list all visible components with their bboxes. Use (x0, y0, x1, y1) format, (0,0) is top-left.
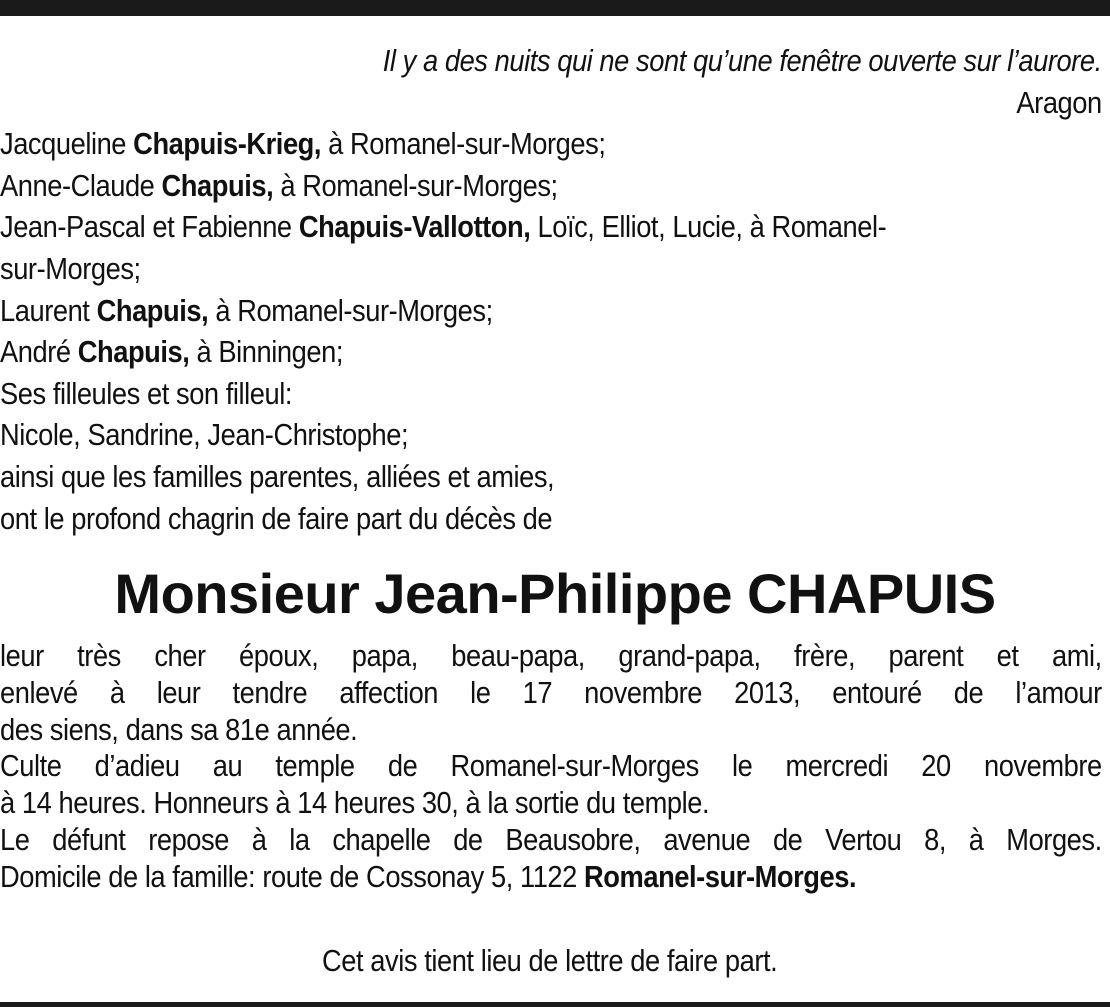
mourner-text: ainsi que les familles parentes, alliées et amies, (0, 458, 555, 494)
closing-text: Cet avis tient lieu de lettre de faire part. (322, 943, 778, 978)
address-locality: Romanel-sur-Morges. (584, 858, 857, 894)
mourner-line (0, 331, 1102, 373)
mourner-line (0, 248, 1102, 290)
address-line (0, 859, 1102, 896)
detail-line: à 14 heures. Honneurs à 14 heures 30, à la sortie du temple. (0, 785, 710, 821)
mourner-text: Nicole, Sandrine, Jean-Christophe; (0, 417, 409, 453)
mourner-text: à Binningen; (189, 334, 343, 370)
bottom-border-rule (0, 1002, 1110, 1007)
mourner-line (0, 456, 1102, 498)
mourner-surname: Chapuis-Vallotton, (298, 209, 531, 245)
mourner-surname: Chapuis-Krieg, (133, 126, 322, 162)
mourner-text: Anne-Claude (0, 167, 162, 203)
mourner-text: à Romanel-sur-Morges; (321, 126, 606, 162)
detail-line: leur très cher époux, papa, beau-papa, grand-papa, frère, parent et ami, (0, 638, 1102, 673)
details-block (0, 638, 1102, 896)
epigraph-author: Aragon (1016, 84, 1102, 120)
top-border-rule (0, 0, 1110, 16)
mourner-text: André (0, 334, 78, 370)
mourner-text: Jean-Pascal et Fabienne (0, 209, 299, 245)
mourner-text: Jacqueline (0, 126, 134, 162)
mourner-surname: Chapuis, (77, 334, 190, 370)
closing-note (0, 941, 1100, 981)
mourner-text: sur-Morges; (0, 250, 141, 286)
mourner-surname: Chapuis, (161, 167, 274, 203)
detail-line: Culte d’adieu au temple de Romanel-sur-Morges le mercredi 20 novembre (0, 748, 1102, 784)
mourner-text: Laurent (0, 292, 97, 328)
address-text: Domicile de la famille: route de Cossonay 5, 1122 (0, 858, 585, 894)
mourner-text: Ses filleules et son filleul: (0, 375, 293, 411)
detail-line: des siens, dans sa 81e année. (0, 711, 358, 747)
mourner-line (0, 165, 1102, 207)
mourner-text: ont le profond chagrin de faire part du décès de (0, 500, 553, 536)
mourner-line (0, 123, 1102, 165)
mourner-line (0, 290, 1102, 332)
epigraph-quote: Il y a des nuits qui ne sont qu’une fenêtre ouverte sur l’aurore. (382, 43, 1102, 78)
detail-line: Le défunt repose à la chapelle de Beausobre, avenue de Vertou 8, à Morges. (0, 821, 1102, 857)
mourner-text: Loïc, Elliot, Lucie, à Romanel- (530, 209, 887, 245)
mourner-list (0, 123, 1102, 539)
mourner-line (0, 498, 1102, 540)
mourner-line (0, 206, 1102, 248)
mourners-block (0, 40, 1102, 539)
mourner-surname: Chapuis, (96, 292, 209, 328)
detail-line: enlevé à leur tendre affection le 17 novembre 2013, entouré de l’amour (0, 674, 1102, 710)
mourner-line (0, 414, 1102, 456)
mourner-text: à Romanel-sur-Morges; (273, 167, 558, 203)
deceased-name: Monsieur Jean-Philippe CHAPUIS (114, 562, 996, 625)
mourner-text: à Romanel-sur-Morges; (208, 292, 493, 328)
detail-list (0, 638, 1102, 859)
mourner-line (0, 373, 1102, 415)
